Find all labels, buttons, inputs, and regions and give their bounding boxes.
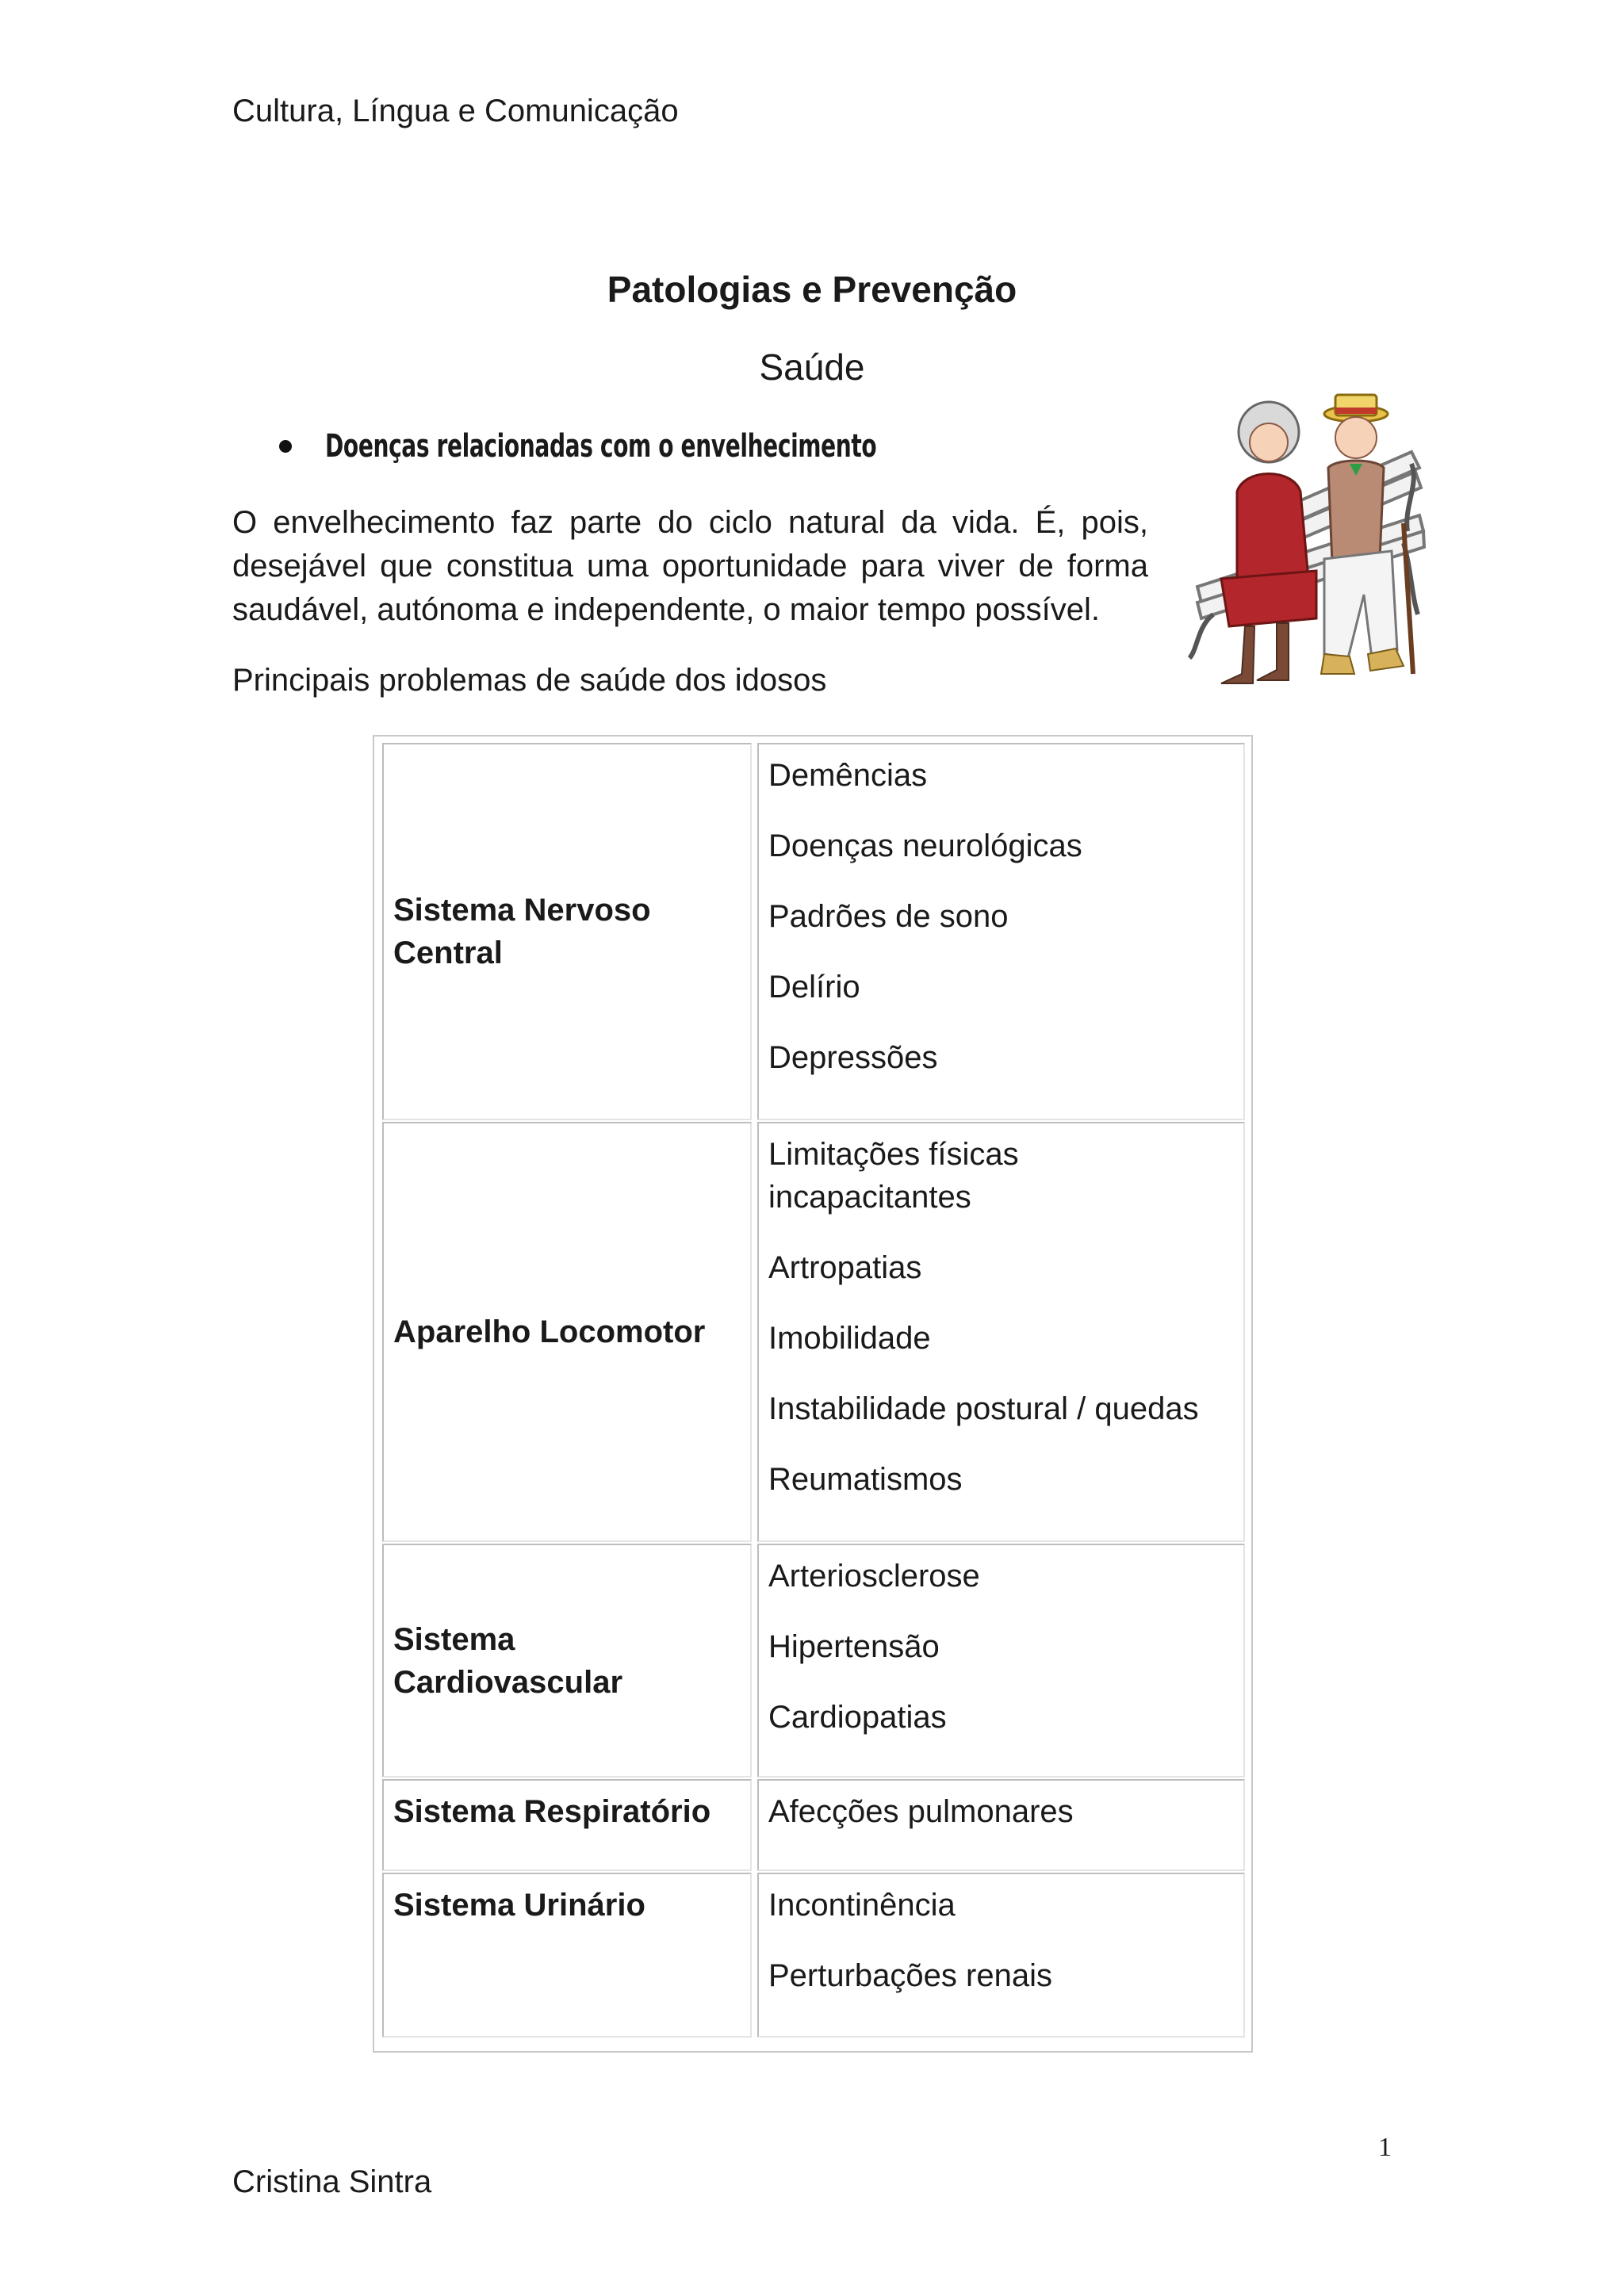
page-title: Patologias e Prevenção <box>607 269 1017 310</box>
list-item: Artropatias <box>768 1250 922 1285</box>
table-row <box>382 743 1245 1120</box>
table-cell-system <box>382 1779 752 1871</box>
list-item: Delírio <box>768 970 860 1004</box>
list-item: Padrões de sono <box>768 899 1009 934</box>
health-problems-table <box>373 735 1253 2053</box>
list-item: Perturbações renais <box>768 1958 1052 1993</box>
list-item: Cardiopatias <box>768 1700 947 1735</box>
table-row <box>382 1122 1245 1542</box>
system-label: Sistema Cardiovascular <box>393 1621 623 1700</box>
list-item: Instabilidade postural / quedas <box>768 1391 1199 1426</box>
page-number: 1 <box>1378 2133 1392 2162</box>
page-subtitle: Saúde <box>759 346 865 388</box>
system-label: Aparelho Locomotor <box>393 1314 706 1349</box>
intro-paragraph: O envelhecimento faz parte do ciclo natural da vida. É, pois, desejável que constitua uma oportunidade para viver de forma saudável, autónoma e independente, o maior tempo possível. <box>232 505 1148 627</box>
list-item: Limitações físicas incapacitantes <box>768 1137 1019 1215</box>
elderly-couple-on-bench-illustration <box>1166 388 1435 706</box>
page-footer-author: Cristina Sintra <box>232 2164 432 2199</box>
list-item: Afecções pulmonares <box>768 1794 1074 1829</box>
system-label: Sistema Respiratório <box>393 1794 711 1829</box>
list-item: Incontinência <box>768 1888 956 1923</box>
list-item: Hipertensão <box>768 1629 940 1664</box>
list-item: Demências <box>768 758 928 793</box>
table-cell-items <box>757 1544 1245 1777</box>
table-row <box>382 1873 1245 2038</box>
bullet-text: Doenças relacionadas com o envelhecimento <box>325 428 877 465</box>
table-cell-system <box>382 743 752 1120</box>
table-cell-items <box>757 743 1245 1120</box>
table-cell-system <box>382 1122 752 1542</box>
table-row <box>382 1544 1245 1777</box>
table-cell-system <box>382 1873 752 2038</box>
list-item: Arteriosclerose <box>768 1559 980 1594</box>
system-label: Sistema Nervoso Central <box>393 893 651 970</box>
bullet-item <box>279 428 1032 465</box>
table-cell-items <box>757 1122 1245 1542</box>
bullet-dot-icon <box>279 440 292 453</box>
page-header: Cultura, Língua e Comunicação <box>232 94 679 128</box>
list-item: Reumatismos <box>768 1462 963 1497</box>
list-item: Depressões <box>768 1040 938 1075</box>
system-label: Sistema Urinário <box>393 1888 645 1923</box>
table-cell-items <box>757 1873 1245 2038</box>
table-cell-items <box>757 1779 1245 1871</box>
table-cell-system <box>382 1544 752 1777</box>
list-item: Imobilidade <box>768 1321 931 1356</box>
list-item: Doenças neurológicas <box>768 828 1082 863</box>
table-caption: Principais problemas de saúde dos idosos <box>232 663 827 698</box>
table-row <box>382 1779 1245 1871</box>
